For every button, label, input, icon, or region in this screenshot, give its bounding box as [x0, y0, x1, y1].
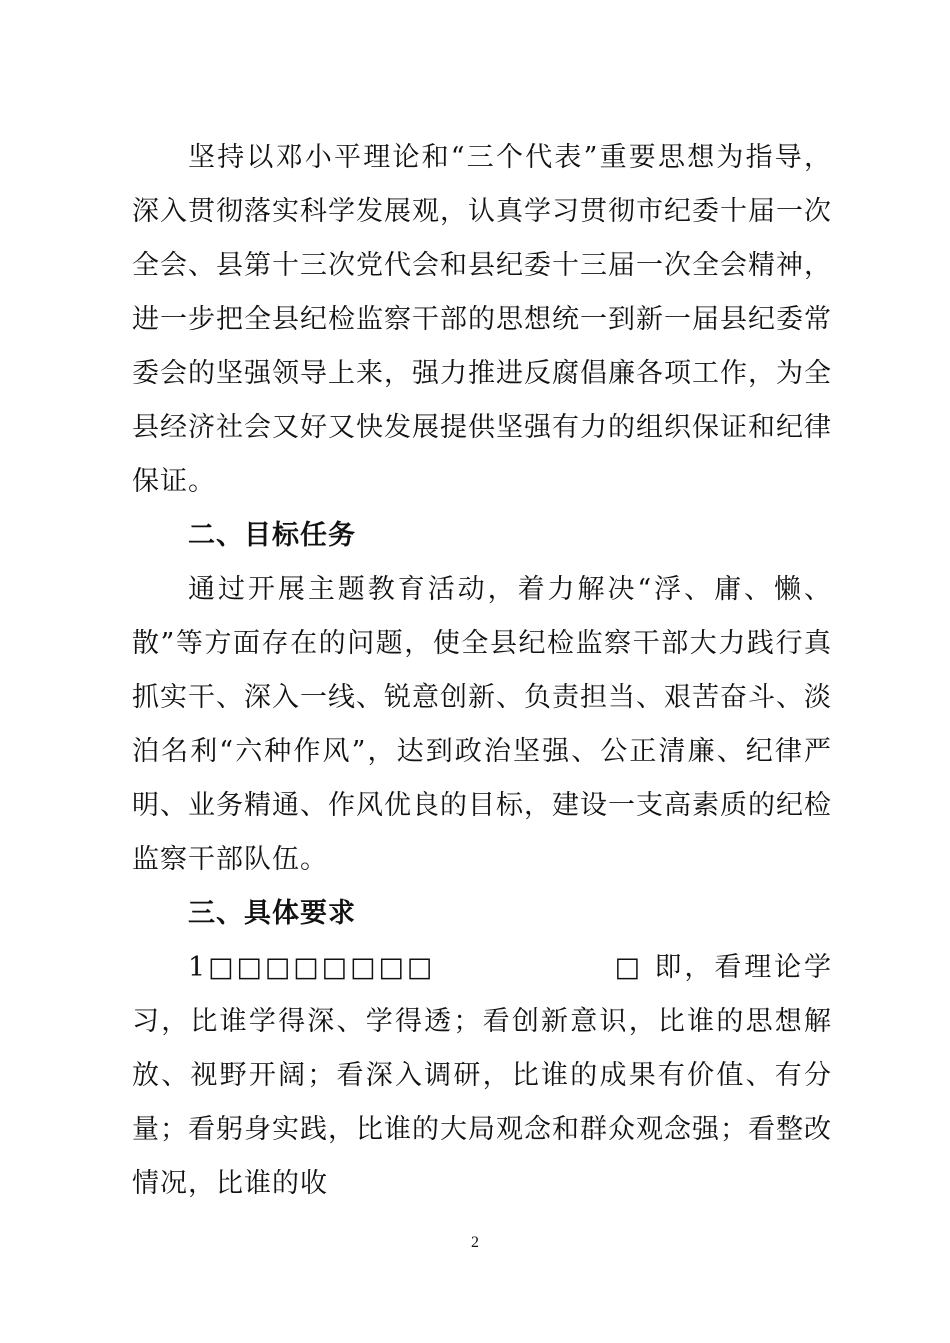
paragraph-guiding-principle: 坚持以邓小平理论和“三个代表”重要思想为指导，深入贯彻落实科学发展观，认真学习贯彻市纪委十届一次全会、县第十三次党代会和县纪委十三届一次全会精神，进一步把全县纪检监察干部的思想统一到新一届县纪委常委会的坚强领导上来，强力推进反腐倡廉各项工作，为全县经济社会又好又快发展提供坚强有力的组织保证和纪律保证。	[132, 142, 832, 497]
paragraph-requirements: 1□□□□□□□□ □ 即，看理论学习，比谁学得深、学得透；看创新意识，比谁的思想解放、视野开阔；看深入调研，比谁的成果有价值、有分量；看躬身实践，比谁的大局观念和群众观念强；看整改情况，比谁的收	[132, 952, 832, 1199]
document-body	[132, 131, 832, 1211]
section-heading-goals: 二、目标任务	[188, 520, 356, 551]
section-heading-requirements: 三、具体要求	[188, 898, 356, 929]
page-number: 2	[471, 1234, 479, 1251]
paragraph-goals: 通过开展主题教育活动，着力解决“浮、庸、懒、散”等方面存在的问题，使全县纪检监察干部大力践行真抓实干、深入一线、锐意创新、负责担当、艰苦奋斗、淡泊名利“六种作风”，达到政治坚强、公正清廉、纪律严明、业务精通、作风优良的目标，建设一支高素质的纪检监察干部队伍。	[132, 574, 832, 875]
